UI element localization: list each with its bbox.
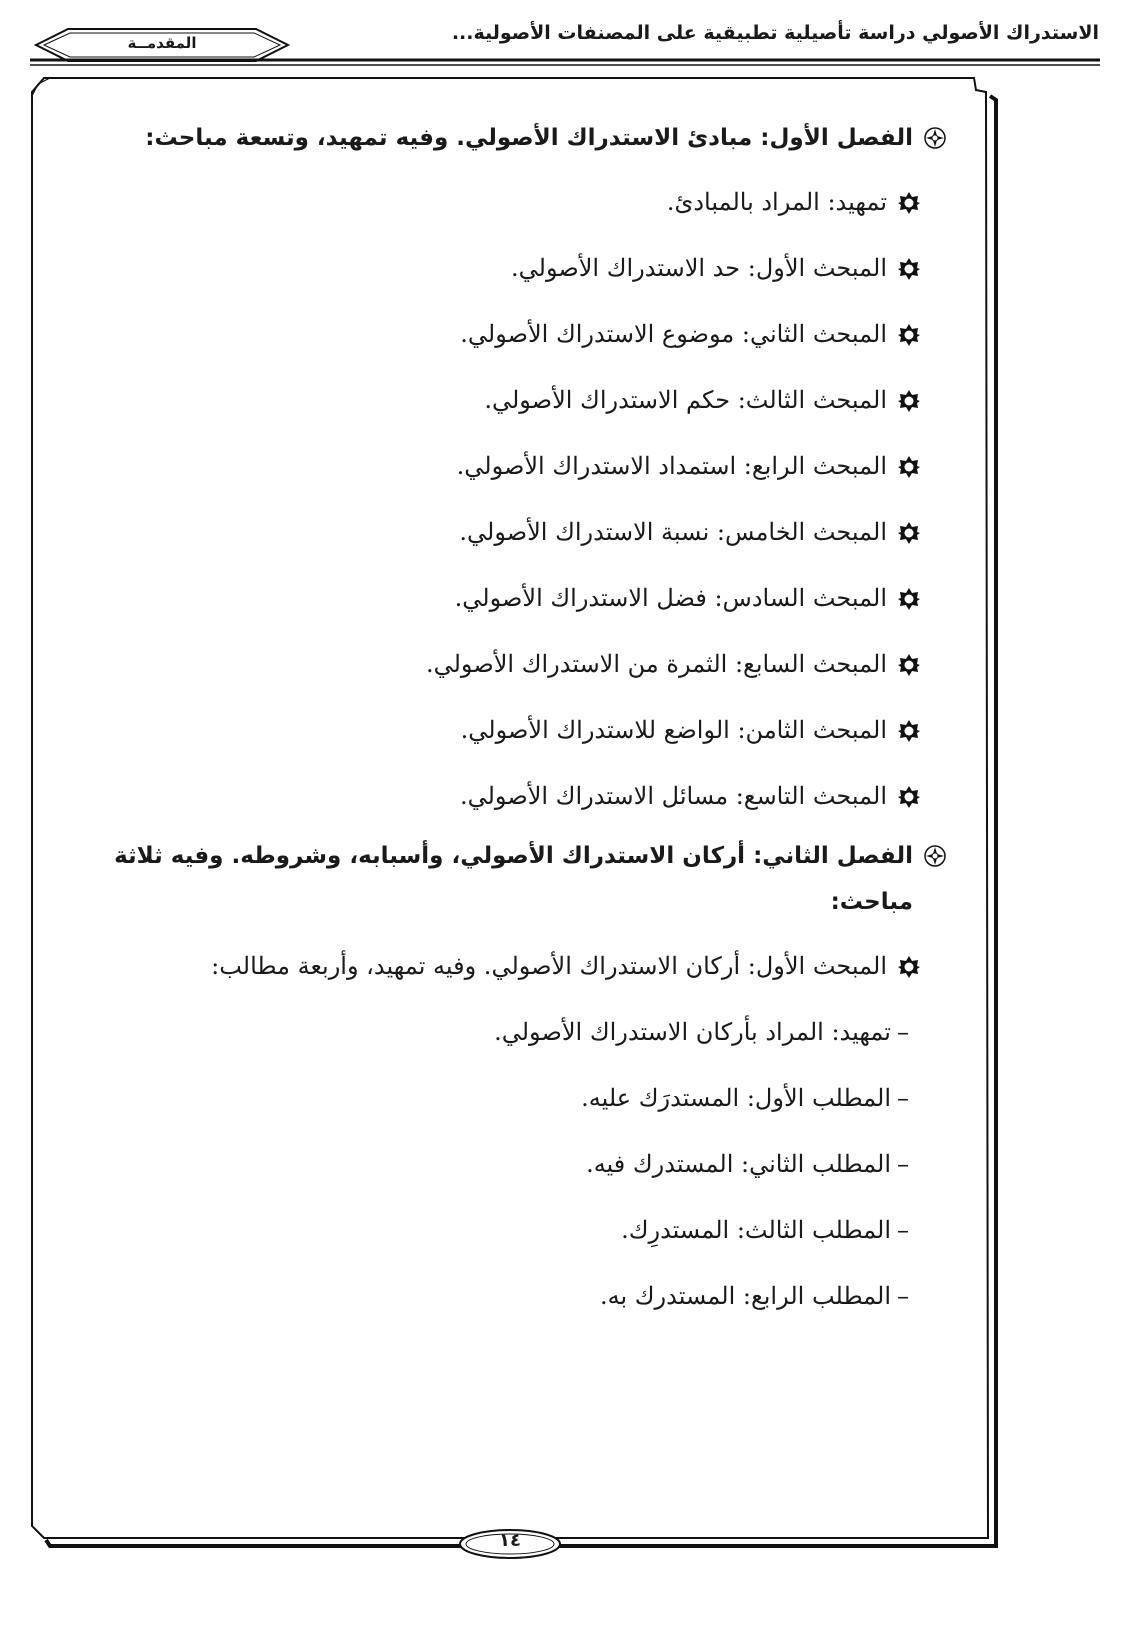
flower-bullet-icon [897, 785, 921, 809]
sub-item-text: المطلب الرابع: المستدرك به. [599, 1282, 891, 1310]
item-text: المبحث الرابع: استمداد الاستدراك الأصولي. [456, 452, 887, 480]
flower-bullet-icon [897, 323, 921, 347]
flower-bullet-icon [897, 955, 921, 979]
list-item [101, 235, 921, 301]
list-item [101, 763, 921, 829]
sub-item-text: تمهيد: المراد بأركان الاستدراك الأصولي. [494, 1018, 891, 1046]
flower-bullet-icon [897, 719, 921, 743]
chapter1-heading-text: الفصل الأول: مبادئ الاستدراك الأصولي. وفيه تمهيد، وتسعة مباحث: [145, 125, 913, 151]
list-item [101, 169, 921, 235]
list-item [101, 301, 921, 367]
list-item [101, 499, 921, 565]
sub-item: –المطلب الثاني: المستدرك فيه. [586, 1150, 909, 1178]
ornament-icon [923, 126, 947, 150]
chapter1-heading [101, 115, 947, 161]
item-text: المبحث الثامن: الواضع للاستدراك الأصولي. [460, 716, 887, 744]
ornament-icon [923, 844, 947, 868]
list-item [101, 631, 921, 697]
item-text: المبحث السابع: الثمرة من الاستدراك الأصولي. [425, 650, 887, 678]
flower-bullet-icon [897, 257, 921, 281]
list-item [101, 433, 921, 499]
book-title: الاستدراك الأصولي دراسة تأصيلية تطبيقية على المصنفات الأصولية... [451, 22, 1099, 44]
flower-bullet-icon [897, 653, 921, 677]
flower-bullet-icon [897, 455, 921, 479]
toc-content [101, 115, 921, 1329]
sub-item-text: المطلب الأول: المستدرَك عليه. [581, 1084, 891, 1112]
flower-bullet-icon [897, 389, 921, 413]
sub-item-text: المطلب الثالث: المستدرِك. [621, 1216, 891, 1244]
item-text: المبحث الثاني: موضوع الاستدراك الأصولي. [460, 320, 887, 348]
item-text: تمهيد: المراد بالمبادئ. [666, 188, 887, 216]
list-item [101, 565, 921, 631]
item-text: المبحث السادس: فضل الاستدراك الأصولي. [454, 584, 887, 612]
chapter2-heading-text: الفصل الثاني: أركان الاستدراك الأصولي، وأسبابه، وشروطه. وفيه ثلاثة مباحث: [114, 843, 913, 915]
section-label: المقدمــة [127, 34, 197, 52]
item-text: المبحث التاسع: مسائل الاستدراك الأصولي. [459, 782, 887, 810]
list-item [101, 367, 921, 433]
sub-item: –المطلب الثالث: المستدرِك. [621, 1216, 909, 1244]
flower-bullet-icon [897, 587, 921, 611]
page-number: ١٤ [499, 1530, 521, 1551]
list-item [101, 697, 921, 763]
sub-item-text: المطلب الثاني: المستدرك فيه. [586, 1150, 891, 1178]
flower-bullet-icon [897, 191, 921, 215]
header-divider [30, 58, 1100, 68]
item-text: المبحث الثالث: حكم الاستدراك الأصولي. [484, 386, 887, 414]
flower-bullet-icon [897, 521, 921, 545]
sub-item: –المطلب الرابع: المستدرك به. [599, 1282, 909, 1310]
item-text: المبحث الأول: أركان الاستدراك الأصولي. وفيه تمهيد، وأربعة مطالب: [211, 952, 887, 980]
chapter2-heading [101, 833, 947, 925]
item-text: المبحث الأول: حد الاستدراك الأصولي. [511, 254, 887, 282]
sub-item: –المطلب الأول: المستدرَك عليه. [581, 1084, 909, 1112]
item-text: المبحث الخامس: نسبة الاستدراك الأصولي. [459, 518, 887, 546]
sub-item: –تمهيد: المراد بأركان الاستدراك الأصولي. [494, 1018, 909, 1046]
list-item [101, 933, 921, 999]
